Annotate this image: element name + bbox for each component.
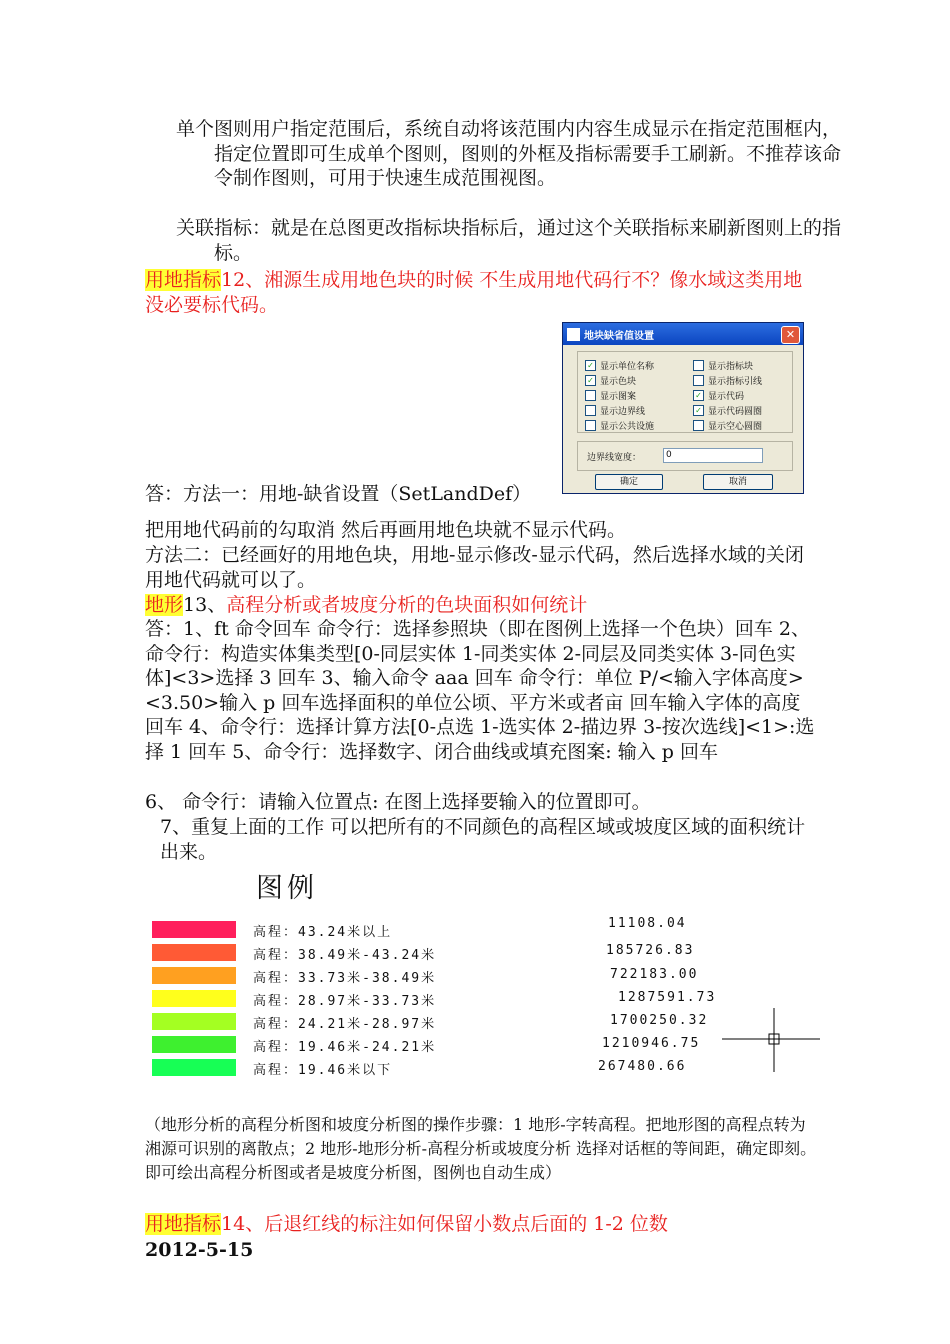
legend-value: 11108.04 [608,916,687,931]
question-tag: 用地指标 [145,269,222,291]
crosshair-cursor-icon [722,1008,820,1072]
dialog-title: 地块缺省值设置 [584,330,654,342]
legend-value: 1700250.32 [610,1013,709,1028]
checkbox-label: 显示单位名称 [600,362,655,372]
checkbox-show-hollow-circle[interactable] [693,419,762,432]
checkbox-label: 显示边界线 [600,407,646,417]
legend-title: 图例 [256,873,318,904]
dialog-app-icon [567,328,580,341]
answer-13-step6: 6、 命令行：请输入位置点: 在图上选择要输入的位置即可。 [145,791,651,813]
land-default-dialog [562,322,804,494]
checkbox-icon: ✓ [585,375,596,386]
legend-label: 高程：24.21米-28.97米 [253,1017,437,1032]
checkbox-icon [585,405,596,416]
answer-12-method1: 答：方法一：用地-缺省设置（SetLandDef） [145,483,532,505]
legend-swatch [152,1059,236,1076]
question-14 [145,1212,817,1237]
question-tag: 地形 [145,594,184,616]
question-text: 12、湘源生成用地色块的时候 不生成用地代码行不？像水域这类用地 没必要标代码。 [145,269,803,316]
checkbox-label: 显示色块 [600,377,637,387]
question-13 [145,593,817,618]
legend-label: 高程：38.49米-43.24米 [253,948,437,963]
legend-swatch [152,944,236,961]
answer-12-method2: 方法二：已经画好的用地色块，用地-显示修改-显示代码，然后选择水域的关闭用地代码就可以了。 [145,544,804,591]
border-width-label: 边界线宽度： [587,453,642,463]
checkbox-show-index-block[interactable] [693,359,753,372]
legend-value: 1210946.75 [602,1036,701,1051]
question-text: 高程分析或者坡度分析的色块面积如何统计 [226,594,588,616]
checkbox-label: 显示指标块 [708,362,754,372]
checkbox-icon: ✓ [585,360,596,371]
legend-swatch [152,990,236,1007]
answer-12-line2: 把用地代码前的勾取消 然后再画用地色块就不显示代码。 [145,519,627,541]
checkbox-icon: ✓ [693,405,704,416]
checkbox-show-color-block[interactable] [585,374,636,387]
legend-swatch [152,1036,236,1053]
legend-swatch [152,967,236,984]
checkbox-icon [693,360,704,371]
checkbox-label: 显示代码圆圈 [708,407,763,417]
terrain-analysis-note: （地形分析的高程分析图和坡度分析图的操作步骤：1 地形-字转高程。把地形图的高程点转为湘源可识别的离散点；2 地形-地形分析-高程分析或坡度分析 选择对话框的等间距，确定即刻。即可绘出高程分析图或者是坡度分析图，图例也自动生成） [145,1115,817,1182]
paragraph-single-map: 单个图则用户指定范围后，系统自动将该范围内内容生成显示在指定范围框内，指定位置即可生成单个图则，图则的外框及指标需要手工刷新。不推荐该命令制作图则，可用于快速生成范围视图。 [176,118,842,189]
date: 2012-5-15 [145,1239,254,1261]
legend-label: 高程：19.46米以下 [253,1063,393,1078]
cancel-button[interactable]: 取消 [703,474,773,490]
question-text: 14、后退红线的标注如何保留小数点后面的 1-2 位数 [221,1213,668,1235]
answer-13-step7: 7、重复上面的工作 可以把所有的不同颜色的高程区域或坡度区域的面积统计出来。 [160,816,806,863]
checkbox-show-pattern[interactable] [585,389,636,402]
ok-button[interactable]: 确定 [595,474,663,490]
checkbox-show-index-leader[interactable] [693,374,762,387]
legend-label: 高程：33.73米-38.49米 [253,971,437,986]
question-number: 13、 [183,594,227,616]
legend-value: 267480.66 [598,1059,687,1074]
legend-value: 185726.83 [606,943,695,958]
dialog-title-bar [563,323,803,345]
legend-label: 高程：43.24米以上 [253,925,393,940]
checkbox-icon [693,420,704,431]
question-12 [145,268,817,317]
checkbox-label: 显示空心圆圈 [708,422,763,432]
paragraph-linked-index: 关联指标：就是在总图更改指标块指标后，通过这个关联指标来刷新图则上的指标。 [176,217,842,264]
checkbox-show-code-circle[interactable] [693,404,762,417]
checkbox-show-unit-name[interactable] [585,359,654,372]
legend-swatch [152,1013,236,1030]
legend-swatch [152,921,236,938]
question-tag: 用地指标 [145,1213,222,1235]
close-icon[interactable]: ✕ [781,326,800,344]
checkbox-label: 显示指标引线 [708,377,763,387]
legend-label: 高程：28.97米-33.73米 [253,994,437,1009]
checkbox-icon [585,390,596,401]
checkbox-label: 显示图案 [600,392,637,402]
border-width-input[interactable]: 0 [663,448,763,463]
answer-13-body: 答：1、ft 命令回车 命令行：选择参照块（即在图例上选择一个色块）回车 2、命令行：构造实体集类型[0-同层实体 1-同类实体 2-同层及同类实体 3-同色实体]<3>选择 3 回车 3、输入命令 aaa 回车 命令行：单位 P/<输入字体高度><3.50>输入 p 回车选择面积的单位公顷、平方米或者亩 回车输入字体的高度回车 4、命令行：选择计算方法[0-点选 1-选实体 2-描边界 3-按次选线]<1>:选择 1 回车 5、命令行：选择数字、闭合曲线或填充图案: 输入 p 回车 [145,618,815,763]
checkbox-icon: ✓ [693,390,704,401]
legend-label: 高程：19.46米-24.21米 [253,1040,437,1055]
checkbox-show-public-facility[interactable] [585,419,654,432]
checkbox-label: 显示代码 [708,392,745,402]
legend-value: 1287591.73 [618,990,717,1005]
legend-value: 722183.00 [610,967,699,982]
checkbox-icon [585,420,596,431]
checkbox-icon [693,375,704,386]
checkbox-show-code[interactable] [693,389,744,402]
checkbox-label: 显示公共设施 [600,422,655,432]
checkbox-show-border[interactable] [585,404,645,417]
